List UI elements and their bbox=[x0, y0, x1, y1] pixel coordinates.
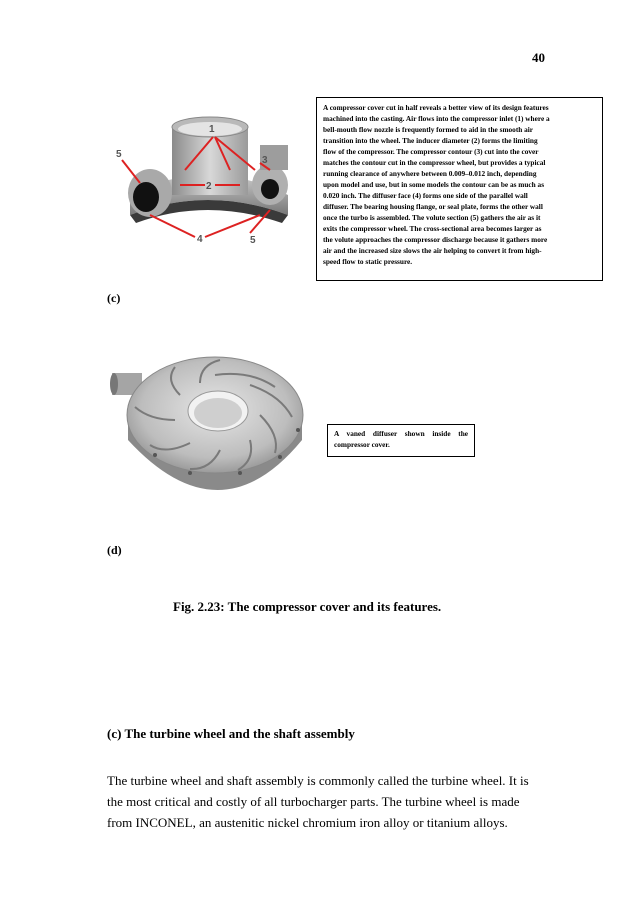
panel-label-c: (c) bbox=[107, 291, 121, 305]
callout-line: A compressor cover cut in half reveals a better view of its design features bbox=[323, 103, 549, 112]
callout-line: exits the compressor wheel. The cross-sectional area becomes larger as bbox=[323, 224, 542, 233]
callout-line: transition into the wheel. The inducer diameter (2) forms the limiting bbox=[323, 136, 538, 145]
body-paragraph bbox=[107, 770, 567, 833]
vaned-diffuser-image bbox=[110, 345, 310, 495]
marker-5-left: 5 bbox=[116, 149, 122, 160]
paragraph-line: The turbine wheel and shaft assembly is commonly called the turbine wheel. It is bbox=[107, 773, 529, 788]
marker-1: 1 bbox=[209, 124, 215, 135]
callout-line: running clearance of anywhere between 0.009–0.012 inch, depending bbox=[323, 169, 537, 178]
panel-label-d: (d) bbox=[107, 543, 122, 557]
marker-2: 2 bbox=[206, 181, 212, 192]
paragraph-line: the most critical and costly of all turbocharger parts. The turbine wheel is made bbox=[107, 794, 520, 809]
callout-line: once the turbo is assembled. The volute section (5) gathers the air as it bbox=[323, 213, 541, 222]
callout-line: air and the increased size slows the air helping to convert it from high- bbox=[323, 246, 542, 255]
marker-4: 4 bbox=[197, 234, 203, 245]
callout-line: flow of the compressor. The compressor contour (3) cut into the cover bbox=[323, 147, 539, 156]
callout-line: machined into the casting. Air flows into the compressor inlet (1) where a bbox=[323, 114, 550, 123]
marker-5-right: 5 bbox=[250, 235, 256, 246]
compressor-cover-callout bbox=[316, 97, 603, 281]
page-number: 40 bbox=[532, 50, 545, 65]
callout-line: bell-mouth flow nozzle is frequently formed to aid in the smooth air bbox=[323, 125, 534, 134]
vaned-diffuser-callout: A vaned diffuser shown inside the compressor cover. bbox=[327, 424, 475, 457]
callout-line: 0.020 inch. The diffuser face (4) forms one side of the parallel wall bbox=[323, 191, 528, 200]
figure-caption: Fig. 2.23: The compressor cover and its features. bbox=[173, 599, 442, 614]
compressor-cover-cutaway-image bbox=[110, 115, 305, 255]
callout-line: the volute approaches the compressor discharge because it gathers more bbox=[323, 235, 548, 244]
paragraph-line: from INCONEL, an austenitic nickel chromium iron alloy or titanium alloys. bbox=[107, 815, 508, 830]
marker-3: 3 bbox=[262, 155, 268, 166]
callout-line: diffuser. The bearing housing flange, or seal plate, forms the other wall bbox=[323, 202, 543, 211]
callout-line: matches the contour cut in the compressor wheel, but provides a typical bbox=[323, 158, 546, 167]
section-heading: (c) The turbine wheel and the shaft assembly bbox=[107, 726, 355, 741]
callout-line: upon model and use, but in some models the contour can be as much as bbox=[323, 180, 545, 189]
callout-line: speed flow to static pressure. bbox=[323, 257, 413, 266]
